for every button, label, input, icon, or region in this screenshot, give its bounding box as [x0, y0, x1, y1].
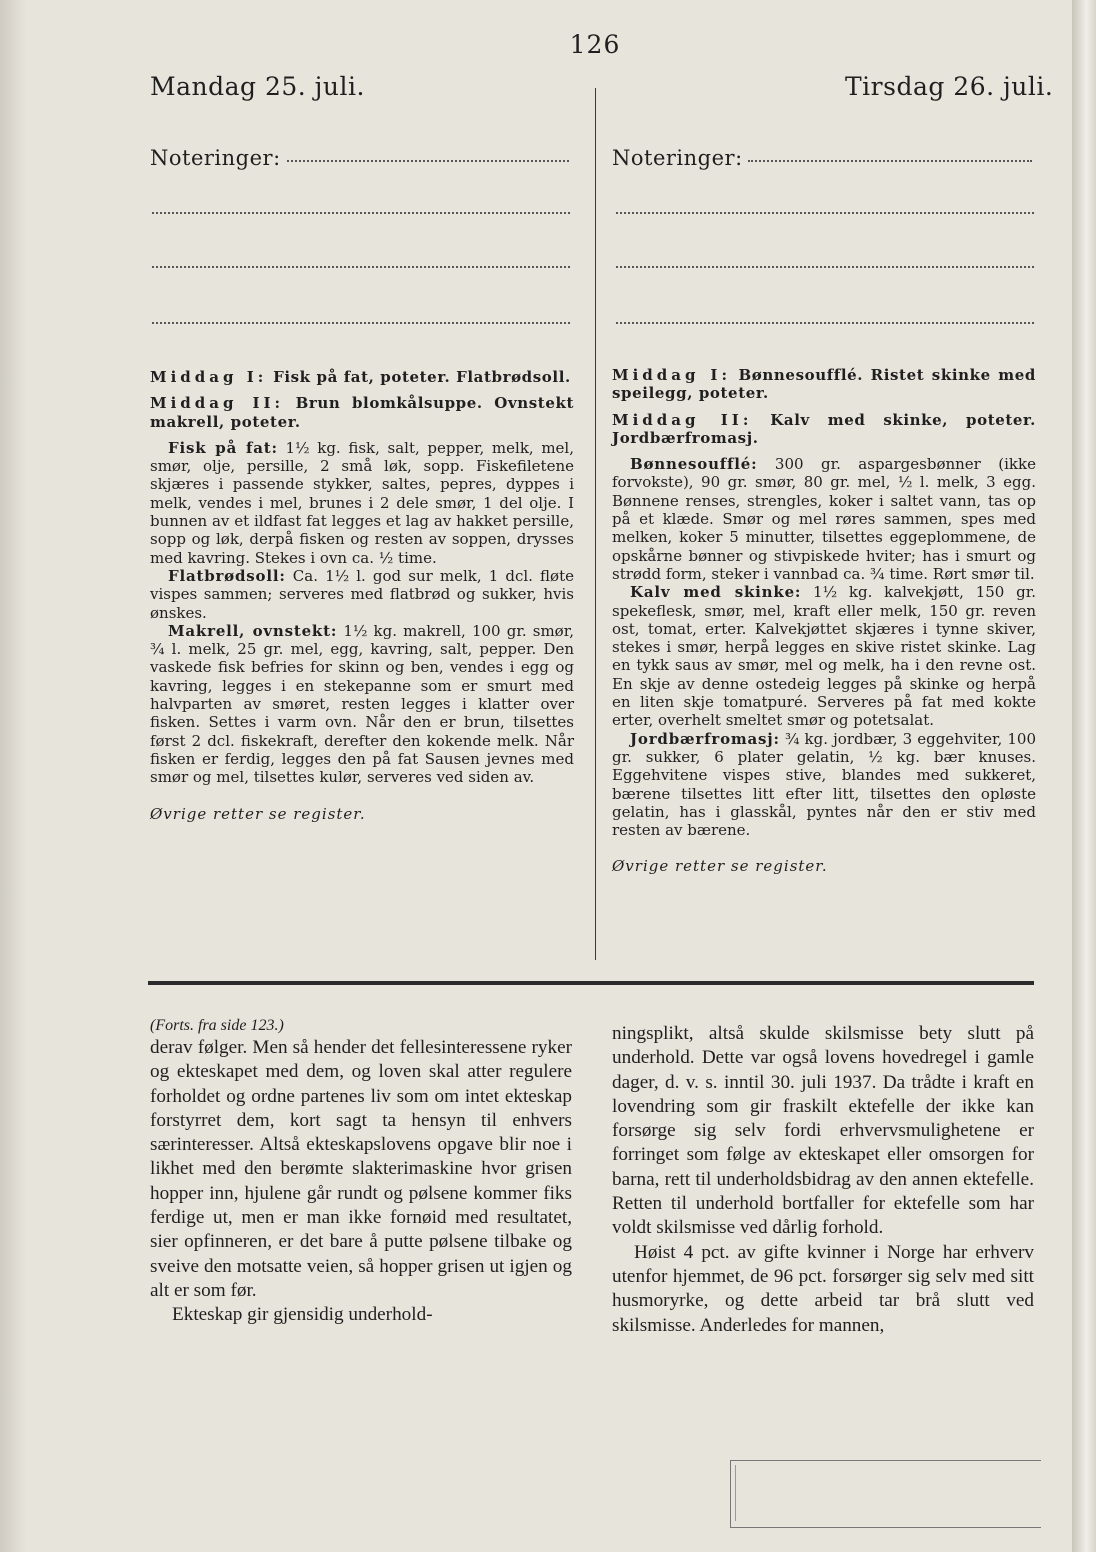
recipe-fisk-pa-fat: [150, 439, 574, 567]
recipe-text: ¾ kg. jordbær, 3 eggehviter, 100 gr. sukker, 6 plater gelatin, ½ kg. bær knuses. Eggehvitene vispes stive, blandes med sukkeret, bærene tilsettes litt efter litt, tilsettes den opløste gelatin, has i glasskål, pyntes når den er stiv med resten av bærene.: [612, 729, 1036, 840]
register-note-left: Øvrige retter se register.: [150, 804, 366, 823]
middag-2-label: Middag II:: [612, 410, 753, 429]
page-gutter-shadow: [0, 0, 26, 1552]
article-column-left: [150, 1016, 572, 1328]
page-edge: [1072, 0, 1096, 1552]
notes-line-left-3: [152, 266, 570, 268]
continued-note: (Forts. fra side 123.): [150, 1017, 284, 1034]
section-rule: [148, 981, 1034, 985]
recipe-title: Jordbærfromasj:: [630, 729, 780, 748]
middag-2-dishes: Brun blomkålsuppe. Ovnstekt makrell, poteter.: [150, 394, 575, 431]
middag-1-label: Middag I:: [612, 366, 731, 384]
middag-2-label: Middag II:: [150, 394, 285, 413]
article-paragraph: derav følger. Men så hender det fellesinteressene ryker og ekteskapet med dem, og loven skal atter regulere forholdet og ordne partenes liv som om intet ekteskap forstyrret dem, kort sagt ta hensyn til enhvers særinteresser. Altså ekteskapslovens opgave blir noe i likhet med den berømte slakterimaskine hvor grisen hopper inn, hjulene går rundt og pølsene kommer fiks ferdige ut, men er man ikke fornøid med resultatet, sier opfinneren, er det bare å putte pølsene tilbake og sveive den motsatte veien, så hopper grisen ut igjen og alt er som før.: [150, 1037, 572, 1301]
notes-line-right-3: [616, 266, 1034, 268]
recipe-text: 1½ kg. fisk, salt, pepper, melk, mel, smør, olje, persille, 2 små løk, sopp. Fiskefiletene skjæres i passende stykker, saltes, pepres, dyppes i melk, vendes i mel, brunes i 2 dele smør, 1 del olje. I bunnen av et ildfast fat legges et lag av hakket persille, sopp og løk, derpå fisken og resten av soppen, drysses med kavring. Stekes i ovn ca. ½ time.: [150, 438, 574, 567]
middag-1-left: [150, 368, 574, 386]
recipe-title: Bønnesoufflé:: [630, 455, 758, 474]
recipe-text: Ca. 1½ l. god sur melk, 1 dcl. fløte vispes sammen; serveres med flatbrød og sukker, hvis ønskes.: [150, 566, 574, 622]
recipe-kalv-med-skinke: [612, 583, 1036, 729]
recipe-text: 300 gr. aspargesbønner (ikke forvokste), 90 gr. smør, 80 gr. mel, ½ l. melk, 3 egg. Bønnene renses, strengles, koker i saltet vann, tas op på et klæde. Smør og mel røres sammen, spes med melken, koker 5 minutter, tilsettes eggeplommene, de opskårne bønner og stivpiskede hviter; has i smurt og strødd form, steker i vannbad ca. ¾ time. Rørt smør til.: [612, 455, 1036, 583]
recipe-text: 1½ kg. makrell, 100 gr. smør, ¾ l. melk, 25 gr. mel, egg, kavring, salt, pepper. Den vaskede fisk befries for skinn og ben, vendes i egg og kavring, legges i en stekepanne som er smurt med halvparten av smøret, resten legges i klatter over fisken. Settes i varm ovn. Når den er brun, tilsettes først 2 dcl. fiskekraft, derefter den kokende melk. Når fisken er ferdig, legges den på fat Sausen jevnes med smør og mel, tilsettes kulør, serveres ved siden av.: [150, 621, 574, 787]
article-paragraph: Høist 4 pct. av gifte kvinner i Norge har erhverv utenfor hjemmet, de 96 pct. forsørger sig selv med sitt husmoryrke, og dette arbeid tar brå slutt ved skilsmisse. Anderledes for mannen,: [612, 1241, 1034, 1336]
recipe-text: 1½ kg. kalvekjøtt, 150 gr. spekeflesk, smør, mel, kraft eller melk, 150 gr. reven ost, tomat, erter. Kalvekjøttet skjæres i tynne skiver, stekes i smør, herpå legges en skive ristet skinke. Lag en tykk saus av smør, mel og melk, ha i den revne ost. En skje av denne ostedeig legges på skinke og herpå en liten skje tomatpuré. Serveres på fat med kokte erter, overhelt smeltet smør og potetsalat.: [612, 583, 1036, 730]
notes-line-right-4: [616, 322, 1034, 324]
notes-label-right: Noteringer:: [612, 146, 743, 170]
article-paragraph: ningsplikt, altså skulde skilsmisse bety slutt på underhold. Dette var også lovens hovedregel i gamle dager, d. v. s. inntil 30. juli 1937. Da trådte i kraft en lovendring som gir fraskilt ektefelle der ikke kan forsørge sig selv fordi erhvervsmulighetene er forringet som følge av ekteskapet eller omsorgen for barna, rett til underholdsbidrag av den annen ektefelle. Retten til underhold bortfaller for ektefelle som har voldt skilsmisse ved dårlig forhold.: [612, 1023, 1034, 1239]
notes-line-left-2: [152, 212, 570, 214]
recipe-title: Fisk på fat:: [168, 438, 278, 457]
article-column-right: [612, 1022, 1034, 1338]
middag-1-dishes: Bønnesoufflé. Ristet skinke med speilegg, poteter.: [612, 366, 1036, 403]
register-note-right: Øvrige retter se register.: [612, 857, 828, 876]
recipe-title: Flatbrødsoll:: [168, 566, 286, 585]
middag-2-left: [150, 394, 574, 431]
notes-label-left: Noteringer:: [150, 146, 281, 170]
recipe-makrell: [150, 622, 574, 787]
middag-1-dishes: Fisk på fat, poteter. Flatbrødsoll.: [273, 368, 571, 386]
day-heading-monday: Mandag 25. juli.: [150, 72, 365, 101]
recipe-title: Makrell, ovnstekt:: [168, 621, 338, 640]
recipe-title: Kalv med skinke:: [630, 583, 802, 602]
middag-2-dishes: Kalv med skinke, poteter. Jordbærfromasj.: [612, 410, 1037, 447]
menu-column-right: [612, 366, 1036, 876]
column-divider: [595, 88, 596, 960]
notes-line-left-4: [152, 322, 570, 324]
recipe-jordbaerfromasj: [612, 730, 1036, 840]
notes-line-right-2: [616, 212, 1034, 214]
middag-1-right: [612, 366, 1036, 403]
page-number: 126: [569, 30, 621, 59]
notes-line-right-1: [748, 160, 1032, 162]
recipe-flatbrodsoll: [150, 567, 574, 622]
notes-line-left-1: [287, 160, 569, 162]
paper-clip-mark: [730, 1460, 1041, 1528]
middag-2-right: [612, 411, 1036, 448]
recipe-bonnesouffle: [612, 455, 1036, 583]
article-paragraph: Ekteskap gir gjensidig underhold-: [172, 1304, 433, 1326]
menu-column-left: [150, 368, 574, 823]
middag-1-label: Middag I:: [150, 368, 268, 386]
day-heading-tuesday: Tirsdag 26. juli.: [845, 72, 1054, 101]
